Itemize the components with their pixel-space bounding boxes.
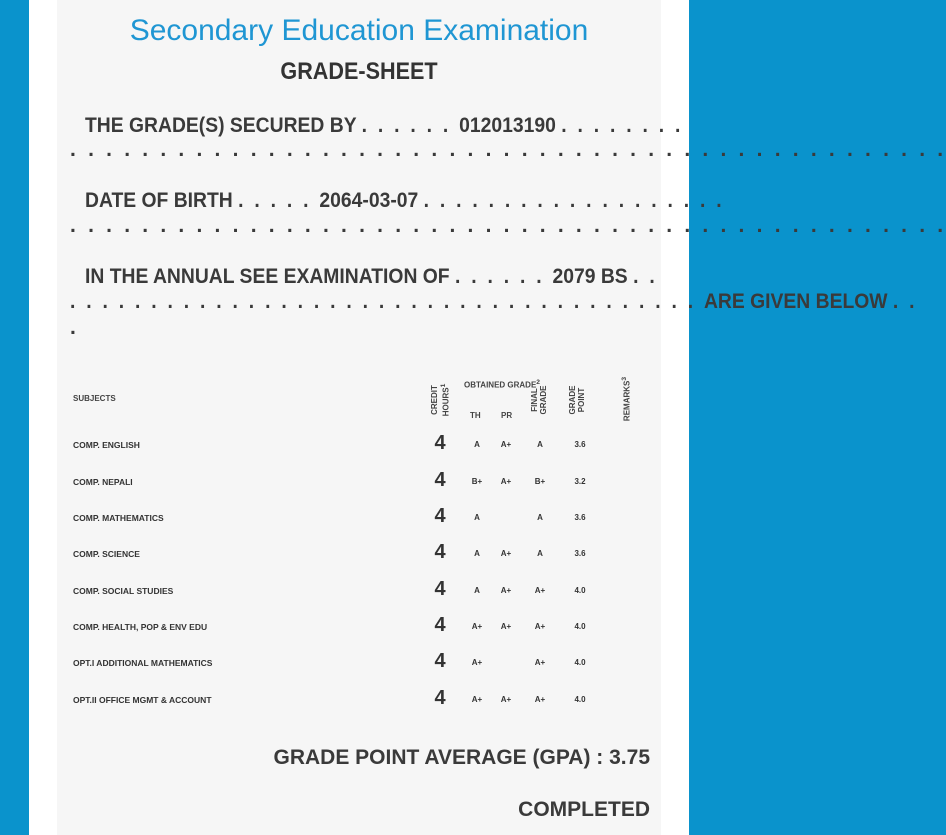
pr-grade: A+ [500, 695, 512, 704]
given-below-text: ARE GIVEN BELOW [703, 290, 888, 313]
pr-grade: A+ [500, 622, 512, 631]
exam-label: IN THE ANNUAL SEE EXAMINATION OF [85, 265, 450, 288]
credit-hours: 4 [434, 469, 446, 491]
final-grade: A+ [534, 586, 546, 595]
credit-hours: 4 [434, 578, 446, 600]
credit-hours: 4 [434, 614, 446, 636]
exam-title: Secondary Education Examination [129, 14, 589, 47]
exam-year: 2079 BS [552, 265, 628, 288]
final-grade: A+ [534, 658, 546, 667]
subjects-header: SUBJECTS [73, 394, 116, 403]
th-grade: A+ [471, 658, 483, 667]
pr-header: PR [501, 411, 513, 420]
dob-label: DATE OF BIRTH [85, 189, 233, 212]
th-grade: A [474, 549, 480, 558]
obtained-grade-sup: 2 [536, 379, 540, 386]
grade-point: 3.6 [574, 440, 586, 449]
grade-point: 4.0 [574, 695, 586, 704]
grade-point: 4.0 [574, 658, 586, 667]
grade-point-header: GRADE POINT [568, 385, 586, 415]
grade-point: 4.0 [574, 586, 586, 595]
th-grade: A [474, 513, 480, 522]
dotted-line: . . . . . . . . . . . . . . . . . . . . . . . . . . . . . . . . . . . . . . . . . . . . . . . . . [70, 138, 946, 161]
th-grade: A+ [471, 622, 483, 631]
grade-point: 3.6 [574, 549, 586, 558]
subject-name: COMP. ENGLISH [73, 440, 140, 450]
credit-hours: 4 [434, 650, 446, 672]
gpa-label: GRADE POINT AVERAGE (GPA) : [273, 746, 604, 769]
grade-point: 3.2 [574, 477, 586, 486]
grade-point: 4.0 [574, 622, 586, 631]
remarks-sup: 3 [621, 376, 628, 381]
obtained-grade-header [464, 377, 540, 391]
credit-hours-sup: 1 [440, 383, 447, 388]
subject-name: OPT.I ADDITIONAL MATHEMATICS [73, 658, 213, 668]
subject-name: COMP. MATHEMATICS [73, 513, 164, 523]
dob-value: 2064-03-07 [319, 189, 419, 212]
remarks-header [620, 371, 630, 427]
dotted-line: . . . . . . . . . . . . . . . . . . . . . . . . . . . . . . . . . . . . . . . . . . . . . . . . . [70, 214, 946, 237]
credit-hours-label: CREDIT HOURS [430, 385, 451, 417]
subject-name: COMP. NEPALI [73, 477, 133, 487]
credit-hours: 4 [434, 505, 446, 527]
credit-hours: 4 [434, 541, 446, 563]
final-grade: B+ [534, 477, 546, 486]
pr-grade: A+ [500, 440, 512, 449]
gpa-line [273, 746, 650, 770]
grade-sheet-heading: GRADE-SHEET [280, 58, 438, 85]
subject-name: COMP. HEALTH, POP & ENV EDU [73, 622, 208, 632]
secured-by-label: THE GRADE(S) SECURED BY [85, 114, 357, 137]
credit-hours: 4 [434, 432, 446, 454]
th-grade: A [474, 440, 480, 449]
subject-name: COMP. SOCIAL STUDIES [73, 586, 174, 596]
trailing-dot: . [70, 316, 76, 339]
dob-line: DATE OF BIRTH . . . . . 2064-03-07 . . . . . . . . . . . . . . . . . . . [85, 189, 725, 212]
pr-grade: A+ [500, 549, 512, 558]
gpa-value: 3.75 [609, 746, 650, 769]
th-grade: A [474, 586, 480, 595]
credit-hours-header [430, 378, 450, 422]
final-grade: A+ [534, 622, 546, 631]
th-grade: A+ [471, 695, 483, 704]
final-grade: A [537, 549, 543, 558]
th-grade: B+ [471, 477, 483, 486]
final-grade: A+ [534, 695, 546, 704]
credit-hours: 4 [434, 687, 446, 709]
pr-grade: A+ [500, 586, 512, 595]
th-header: TH [470, 411, 481, 420]
given-below-line: . . . . . . . . . . . . . . . . . . . . . . . . . . . . . . . . . . . . . . . ARE GIVEN BELOW . . [70, 290, 918, 313]
subject-name: OPT.II OFFICE MGMT & ACCOUNT [73, 695, 212, 705]
obtained-grade-label: OBTAINED GRADE [464, 380, 537, 390]
final-grade: A [537, 440, 543, 449]
pr-grade: A+ [500, 477, 512, 486]
remarks-label: REMARKS [622, 380, 632, 422]
grade-point: 3.6 [574, 513, 586, 522]
secured-by-line: THE GRADE(S) SECURED BY . . . . . . 012013190 . . . . . . . . [85, 114, 684, 137]
subject-name: COMP. SCIENCE [73, 549, 140, 559]
final-grade-header: FINAL GRADE [530, 385, 548, 415]
final-grade: A [537, 513, 543, 522]
symbol-number: 012013190 [459, 114, 556, 137]
exam-line: IN THE ANNUAL SEE EXAMINATION OF . . . . . . 2079 BS . . [85, 265, 658, 288]
result-status: COMPLETED [518, 798, 650, 821]
